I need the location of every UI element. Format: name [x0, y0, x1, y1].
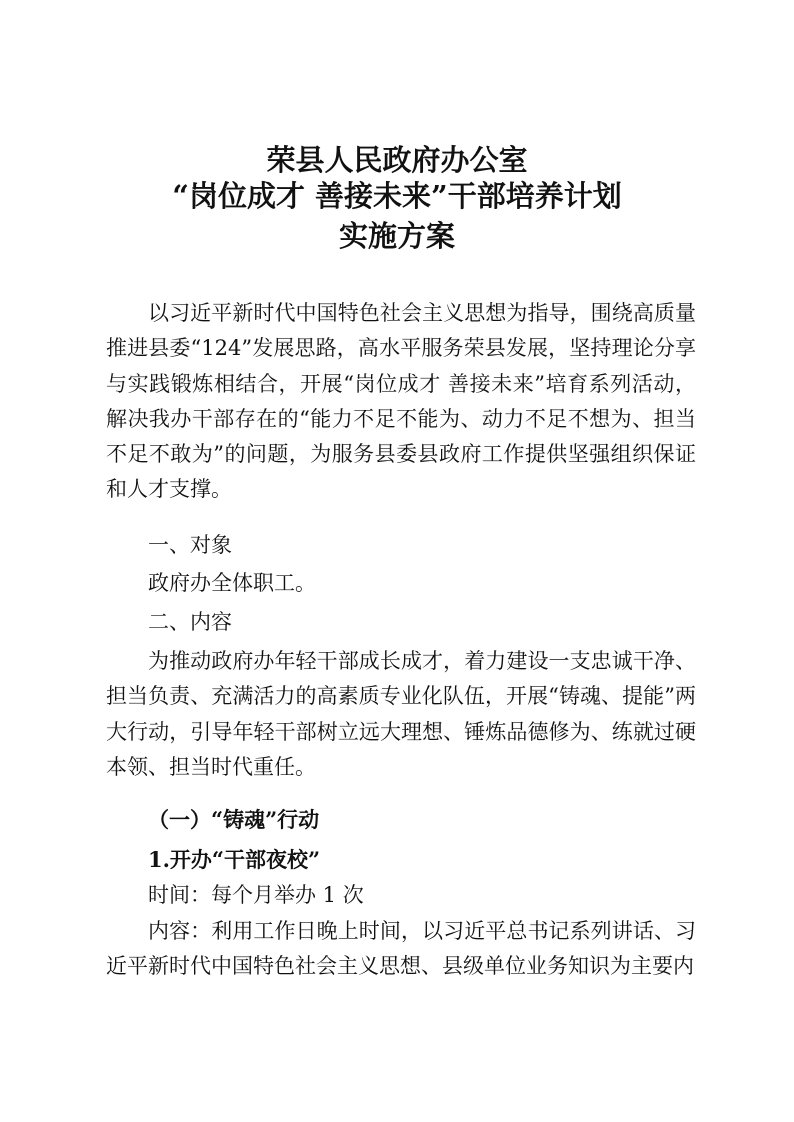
item-1-heading: 1.开办“干部夜校”: [148, 847, 321, 872]
section-1-text: 政府办全体职工。: [148, 571, 316, 595]
document-title-line-2: “岗位成才 善接未来”干部培养计划: [172, 179, 622, 213]
intro-paragraph: 以习近平新时代中国特色社会主义思想为指导，围绕高质量推进县委“124”发展思路，高水平服务荣县发展，坚持理论分享与实践锻炼相结合，开展“岗位成才 善接未来”培育系列活动，解决我办干部存在的“能力不足不能为、动力不足不想为、担当不足不敢为”的问题，为服务县委县政府工作提供坚强组织保证和人才支撑。: [106, 301, 696, 502]
item-1-content: 内容：利用工作日晚上时间，以习近平总书记系列讲话、习近平新时代中国特色社会主义思想、县级单位业务知识为主要内: [106, 919, 696, 979]
section-1-heading: 一、对象: [148, 533, 232, 557]
subsection-1-heading: （一）“铸魂”行动: [148, 807, 320, 832]
document-title-line-1: 荣县人民政府办公室: [266, 143, 528, 177]
document-title-line-3: 实施方案: [338, 219, 455, 253]
section-2-paragraph: 为推动政府办年轻干部成长成才，着力建设一支忠诚干净、担当负责、充满活力的高素质专业化队伍，开展“铸魂、提能”两大行动，引导年轻干部树立远大理想、锤炼品德修为、练就过硬本领、担当时代重任。: [106, 649, 696, 779]
section-2-heading: 二、内容: [148, 610, 232, 634]
item-1-time: 时间：每个月举办 1 次: [148, 883, 364, 907]
